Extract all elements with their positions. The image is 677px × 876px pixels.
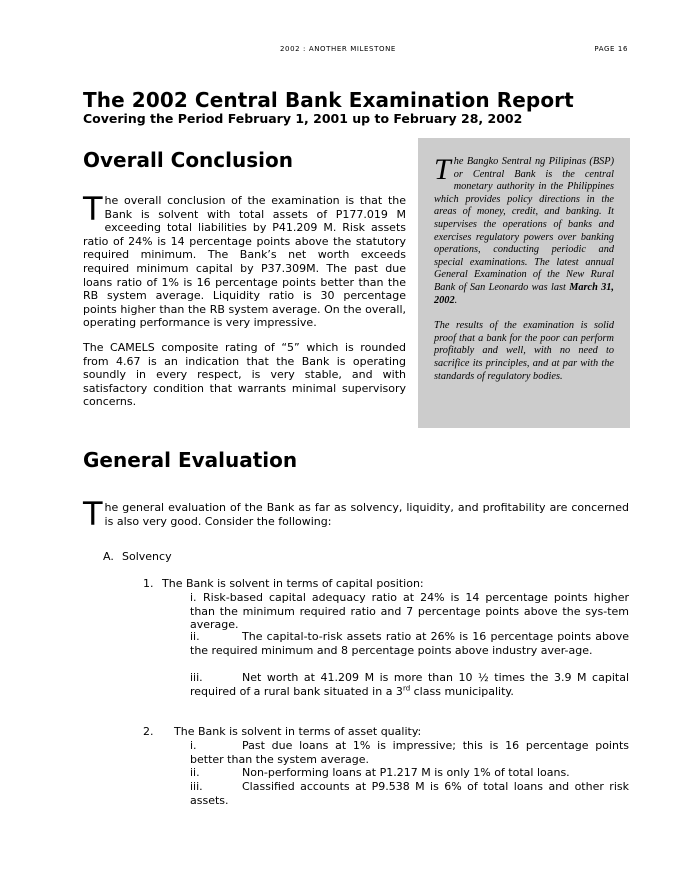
page-number: PAGE 16	[594, 45, 628, 53]
sub-item-text: Non-performing loans at P1.217 M is only 1% of total loans.	[242, 766, 570, 779]
sub-item-text: Net worth at 41.209 M is more than 10 ½ times the 3.9 M capital required of a rural bank situated in a 3	[190, 671, 629, 698]
sidebar-text-1: he Bangko Sentral ng Pilipinas (BSP) or Central Bank is the central monetary authority in the Philippines which provides policy directions in the areas of money, credit, and banking. It supervises the operations of banks and exercises regulatory powers over banking operations, conducting periodic and special examinations. The latest annual General Examination of the New Rural Bank of San Leonardo was last	[434, 156, 614, 293]
item-text: The Bank is solvent in terms of asset quality:	[174, 725, 422, 738]
sub-item-text: Classified accounts at P9.538 M is 6% of total loans and other risk assets.	[190, 780, 629, 807]
section-solvency	[103, 550, 172, 563]
evaluation-intro	[83, 495, 629, 533]
sub-item-text-end: class municipality.	[410, 684, 514, 698]
section-title: Solvency	[122, 550, 172, 563]
sidebar-drop-cap: T	[434, 153, 451, 186]
sub-list-item	[190, 671, 629, 698]
sub-item-text: The capital-to-risk assets ratio at 26% is 16 percentage points above the required minimum and 8 percentage points above industry aver-age.	[190, 630, 629, 657]
sub-list-item	[190, 766, 629, 780]
sub-list-item	[190, 780, 629, 807]
conclusion-text-1: he overall conclusion of the examination is that the Bank is solvent with total assets of P177.019 M exceeding total liabilities by P41.209 M. Risk assets ratio of 24% is 14 percentage points above the statutory required minimum. The Bank’s net worth exceeds required minimum capital by P37.309M. The past due loans ratio of 1% is 16 percentage points better than the RB system average. Liquidity ratio is 30 percentage points higher than the RB system average. On the overall, operating performance is very impressive.	[83, 194, 406, 330]
roman-numeral: iii.	[190, 671, 203, 684]
superscript-rd: rd	[402, 683, 411, 692]
roman-numeral: i.	[190, 591, 197, 604]
list-item	[143, 725, 421, 739]
conclusion-paragraph-1	[83, 190, 406, 330]
drop-cap: T	[83, 190, 103, 228]
report-title: The 2002 Central Bank Examination Report	[83, 88, 574, 112]
sidebar-exam-date: March 31, 2002	[434, 281, 614, 306]
drop-cap: T	[83, 495, 103, 533]
sidebar-paragraph-1	[434, 153, 614, 307]
sub-list-item	[190, 739, 629, 766]
sub-item-text: Risk-based capital adequacy ratio at 24% is 14 percentage points higher than the minimum required ratio and 7 percentage points above the sys-tem average.	[190, 591, 629, 632]
bsp-sidebar-box	[418, 138, 630, 428]
header-title: 2002 : ANOTHER MILESTONE	[280, 45, 396, 53]
conclusion-paragraph-2: The CAMELS composite rating of “5” which is rounded from 4.67 is an indication that the Bank is operating soundly in every respect, is very stable, and with satisfactory condition that warrants minimal supervisory concerns.	[83, 341, 406, 409]
evaluation-intro-text: he general evaluation of the Bank as far as solvency, liquidity, and profitability are concerned is also very good. Consider the following:	[104, 501, 629, 528]
sub-list-item	[190, 630, 629, 657]
list-item	[143, 577, 424, 591]
item-text: The Bank is solvent in terms of capital position:	[162, 577, 424, 590]
item-number: 1.	[143, 577, 154, 590]
sub-list-item	[190, 591, 629, 632]
sidebar-text-1-end: .	[454, 294, 458, 306]
report-subtitle: Covering the Period February 1, 2001 up to February 28, 2002	[83, 111, 523, 126]
item-number: 2.	[143, 725, 154, 738]
roman-numeral: iii.	[190, 780, 203, 793]
roman-numeral: i.	[190, 739, 197, 752]
general-evaluation-heading: General Evaluation	[83, 448, 298, 472]
section-letter: A.	[103, 550, 114, 563]
overall-conclusion-heading: Overall Conclusion	[83, 148, 293, 172]
sub-item-text: Past due loans at 1% is impressive; this is 16 percentage points better than the system average.	[190, 739, 629, 766]
roman-numeral: ii.	[190, 766, 200, 779]
roman-numeral: ii.	[190, 630, 200, 643]
sidebar-paragraph-2: The results of the examination is solid proof that a bank for the poor can perform profitably and well, with no need to sacrifice its principles, and at par with the standards of regulatory bodies.	[434, 320, 614, 382]
